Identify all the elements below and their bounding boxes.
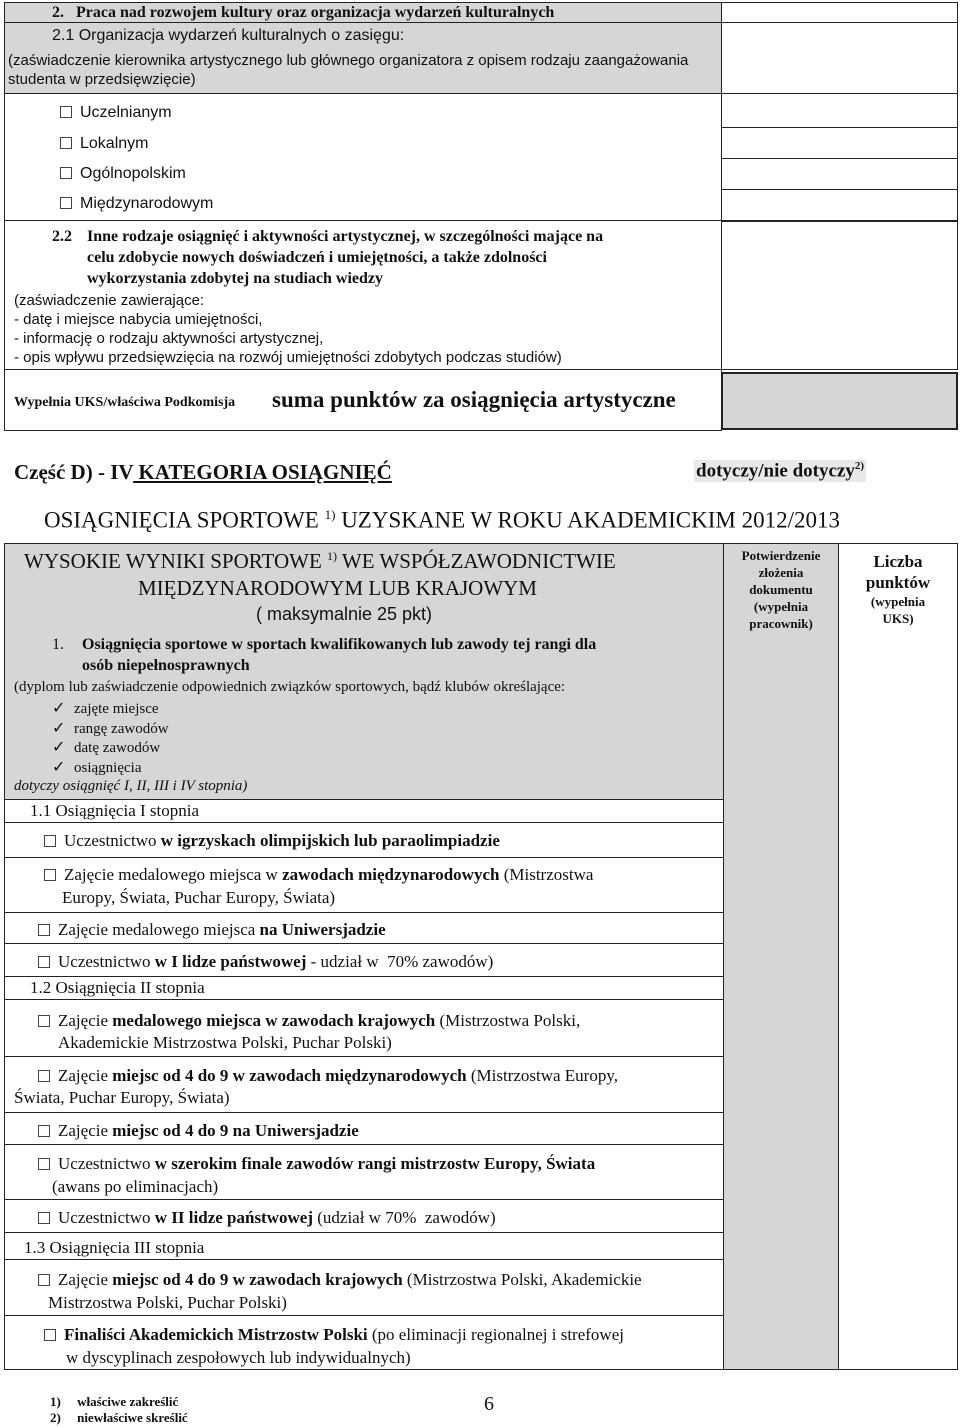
s11-option-2-cont: Europy, Świata, Puchar Europy, Świata) (62, 888, 336, 907)
check-label: zajęte miejsce (74, 701, 159, 717)
sport-table-heading-3: ( maksymalnie 25 pkt) (256, 604, 433, 624)
s13-option-1-cont: Mistrzostwa Polski, Puchar Polski) (48, 1293, 287, 1312)
points-cell-option-4[interactable] (721, 189, 958, 222)
checkbox-icon[interactable] (60, 137, 72, 149)
checkbox-icon[interactable] (44, 869, 56, 881)
option-label: Uczelnianym (80, 104, 172, 121)
points-cell-option-1[interactable] (721, 93, 958, 128)
footnote-2 (50, 1410, 188, 1426)
s12-option-2-cont: Świata, Puchar Europy, Świata) (14, 1088, 230, 1107)
head1-b: WE WSPÓŁZAWODNICTWIE (337, 549, 616, 573)
option-uczelnianym[interactable] (60, 104, 172, 122)
s11-option-3[interactable] (38, 920, 386, 940)
section22-title-1: Inne rodzaje osiągnięć i aktywności artystycznej, w szczególności mające na (87, 228, 604, 245)
check-icon: ✓ (52, 700, 66, 717)
section21-desc-1: (zaświadczenie kierownika artystycznego lub głównego organizatora z opisem rodzaju zaangażowania (8, 52, 689, 69)
confirm-header-line: złożenia (758, 565, 804, 580)
section21-desc-2: studenta w przedsięwzięcie) (8, 71, 196, 88)
text: (Mistrzostwa Polski, Akademickie (402, 1270, 642, 1289)
s12-option-4[interactable] (38, 1154, 595, 1174)
text-bold: miejsc od 4 do 9 na Uniwersjadzie (112, 1121, 359, 1140)
checkbox-icon[interactable] (60, 167, 72, 179)
text-bold: w II lidze państwowej (154, 1208, 313, 1227)
check-label: datę zawodów (74, 740, 161, 756)
text: (Mistrzostwa (499, 865, 594, 884)
section2-header-right-cell (721, 2, 958, 23)
text-bold: w szerokim finale zawodów rangi mistrzostw Europy, Świata (154, 1154, 596, 1173)
section22-title-3: wykorzystania zdobytej na studiach wiedzy (87, 270, 384, 287)
section-1-3-title: 1.3 Osiągnięcia III stopnia (24, 1238, 205, 1257)
footnote-2-text: niewłaściwe skreślić (77, 1410, 188, 1425)
checkbox-icon[interactable] (44, 1329, 56, 1341)
confirm-header-line: (wypełnia (753, 599, 809, 614)
s13-option-2[interactable] (44, 1325, 624, 1345)
text: Uczestnictwo (58, 1154, 155, 1173)
s12-option-4-cont: (awans po eliminacjach) (52, 1177, 219, 1196)
item1-check-3 (52, 737, 160, 757)
footnote-1 (50, 1394, 178, 1410)
section21-title: 2.1 Organizacja wydarzeń kulturalnych o zasięgu: (52, 27, 405, 44)
part-d-label (14, 460, 392, 485)
head1-a: WYSOKIE WYNIKI SPORTOWE (24, 549, 328, 573)
s12-option-1[interactable] (38, 1011, 580, 1031)
s11-option-4[interactable] (38, 952, 493, 972)
applies-text: dotyczy/nie dotyczy (696, 460, 855, 482)
s11-option-2[interactable] (44, 865, 593, 885)
text-bold: Finaliści Akademickich Mistrzostw Polski (64, 1325, 368, 1344)
checkbox-icon[interactable] (60, 106, 72, 118)
text: Zajęcie (58, 1121, 113, 1140)
item1-title-1: Osiągnięcia sportowe w sportach kwalifikowanych lub zawody tej rangi dla (82, 636, 597, 653)
footnote-1-num: 1) (50, 1394, 61, 1409)
section21-points-cell (721, 22, 958, 94)
item1-check-1 (52, 698, 159, 718)
section22-points-cell[interactable] (721, 220, 958, 370)
page-number: 6 (484, 1393, 494, 1415)
text: (po eliminacji regionalnej i strefowej (367, 1325, 624, 1344)
text: (Mistrzostwa Polski, (435, 1011, 581, 1030)
fill-label: Wypełnia UKS/właściwa Podkomisja (14, 395, 236, 410)
sport-heading-b: UZYSKANE W ROKU AKADEMICKIM 2012/2013 (335, 507, 840, 533)
section22-title-2: celu zdobycie nowych doświadczeń i umiejętności, a także zdolności (87, 249, 547, 266)
s12-option-2[interactable] (38, 1066, 618, 1086)
text: Uczestnictwo (58, 1208, 155, 1227)
option-ogolnopolskim[interactable] (60, 165, 186, 183)
sum-value-cell[interactable] (721, 372, 958, 430)
text-bold: miejsc od 4 do 9 w zawodach krajowych (112, 1270, 403, 1289)
text: Zajęcie (58, 1066, 113, 1085)
points-column-header (839, 551, 957, 627)
text-bold: zawodach międzynarodowych (282, 865, 500, 884)
points-header-line: Liczba (873, 552, 923, 571)
text-bold: miejsc od 4 do 9 w zawodach międzynarodowych (112, 1066, 467, 1085)
checkbox-icon[interactable] (38, 1274, 50, 1286)
section22-desc-1: (zaświadczenie zawierające: (14, 292, 205, 309)
checkbox-icon[interactable] (38, 1015, 50, 1027)
text: Uczestnictwo (64, 831, 161, 850)
confirm-column-header (724, 547, 838, 632)
s11-option-1[interactable] (44, 831, 500, 851)
sport-table-heading-1 (24, 549, 616, 574)
points-cell-option-3[interactable] (721, 158, 958, 190)
text: (Mistrzostwa Europy, (466, 1066, 618, 1085)
checkbox-icon[interactable] (38, 1125, 50, 1137)
part-d-category: KATEGORIA OSIĄGNIĘĆ (133, 460, 392, 484)
points-header-line: (wypełnia (870, 594, 926, 609)
item1-check-2 (52, 718, 169, 738)
section22-num: 2.2 (52, 228, 72, 245)
text-bold: w I lidze państwowej (154, 952, 307, 971)
sport-heading (44, 507, 840, 534)
sum-label: suma punktów za osiągnięcia artystyczne (272, 387, 676, 412)
points-column (838, 543, 958, 1370)
points-header-line: UKS) (882, 611, 914, 626)
points-cell-option-2[interactable] (721, 127, 958, 159)
confirm-header-line: pracownik) (749, 616, 813, 631)
text-bold: w igrzyskach olimpijskich lub paraolimpiadzie (160, 831, 500, 850)
section-1-1-title: 1.1 Osiągnięcia I stopnia (30, 801, 200, 820)
checkbox-icon[interactable] (38, 956, 50, 968)
option-label: Lokalnym (80, 135, 149, 152)
text: (udział w 70% zawodów) (312, 1208, 496, 1227)
item1-note: dotyczy osiągnięć I, II, III i IV stopnia) (14, 778, 248, 794)
section-1-2-title: 1.2 Osiągnięcia II stopnia (30, 978, 205, 997)
footnote-2-num: 2) (50, 1410, 61, 1425)
points-header-line: punktów (865, 573, 931, 592)
section2-heading (52, 4, 554, 22)
option-label: Międzynarodowym (80, 195, 214, 212)
section2-heading-text: Praca nad rozwojem kultury oraz organizacja wydarzeń kulturalnych (76, 4, 555, 21)
s13-option-2-cont: w dyscyplinach zespołowych lub indywidualnych) (66, 1348, 411, 1367)
section22-desc-3: - informację o rodzaju aktywności artystycznej, (14, 330, 324, 347)
text-bold: na Uniwersjadzie (259, 920, 386, 939)
checkbox-icon[interactable] (38, 1070, 50, 1082)
section22-desc-2: - datę i miejsce nabycia umiejętności, (14, 311, 263, 328)
checkbox-icon[interactable] (38, 924, 50, 936)
text: Zajęcie medalowego miejsca (58, 920, 260, 939)
item1-check-4 (52, 757, 141, 777)
text: Zajęcie (58, 1270, 113, 1289)
check-icon: ✓ (52, 720, 66, 737)
check-label: rangę zawodów (74, 721, 169, 737)
applies-footnote-ref: 2) (854, 460, 864, 472)
text-bold: medalowego miejsca w zawodach krajowych (112, 1011, 436, 1030)
option-miedzynarodowym[interactable] (60, 195, 213, 213)
checkbox-icon[interactable] (38, 1212, 50, 1224)
s12-option-3[interactable] (38, 1121, 359, 1141)
option-label: Ogólnopolskim (80, 165, 186, 182)
section2-heading-num: 2. (52, 4, 64, 21)
s13-option-1[interactable] (38, 1270, 642, 1290)
item1-title-2: osób niepełnosprawnych (82, 657, 250, 674)
check-icon: ✓ (52, 759, 66, 776)
text: Uczestnictwo (58, 952, 155, 971)
s12-option-1-cont: Akademickie Mistrzostwa Polski, Puchar Polski) (58, 1033, 392, 1052)
footnote-1-text: właściwe zakreślić (77, 1394, 179, 1409)
section22-desc-4: - opis wpływu przedsięwzięcia na rozwój umiejętności zdobytych podczas studiów) (14, 349, 562, 366)
confirm-header-line: Potwierdzenie (741, 548, 821, 563)
check-label: osiągnięcia (74, 760, 142, 776)
text: Zajęcie (58, 1011, 113, 1030)
item1-desc: (dyplom lub zaświadczenie odpowiednich związków sportowych, bądź klubów określające: (14, 679, 566, 695)
check-icon: ✓ (52, 739, 66, 756)
part-d-prefix: Część D) - IV (14, 460, 134, 484)
sport-heading-sup: 1) (324, 507, 336, 522)
option-lokalnym[interactable] (60, 135, 148, 153)
checkbox-icon[interactable] (60, 197, 72, 209)
s12-option-5[interactable] (38, 1208, 496, 1228)
text: - udział w 70% zawodów) (306, 952, 494, 971)
confirm-column (723, 543, 839, 1370)
checkbox-icon[interactable] (44, 835, 56, 847)
applies-field[interactable] (694, 460, 866, 482)
checkbox-icon[interactable] (38, 1158, 50, 1170)
item1-num: 1. (52, 636, 64, 653)
text: Zajęcie medalowego miejsca w (64, 865, 283, 884)
confirm-header-line: dokumentu (749, 582, 813, 597)
sport-table-heading-2: MIĘDZYNARODOWYM LUB KRAJOWYM (138, 576, 537, 600)
sport-heading-a: OSIĄGNIĘCIA SPORTOWE (44, 507, 325, 533)
head1-sup: 1) (327, 549, 338, 563)
